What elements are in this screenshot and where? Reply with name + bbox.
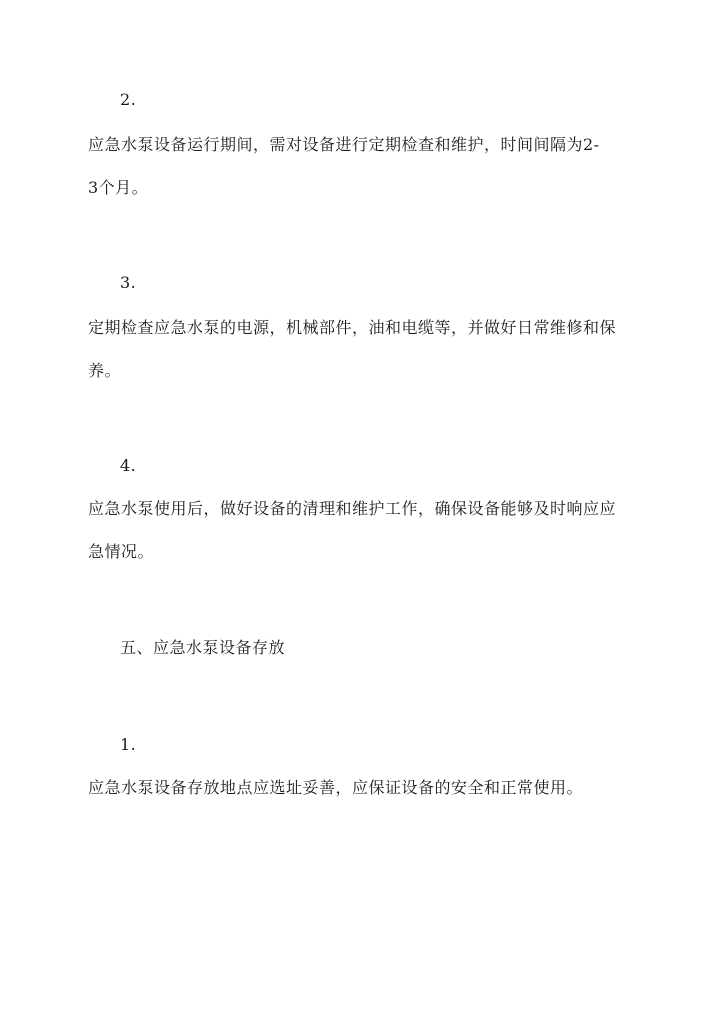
paragraph-line: 应急水泵设备运行期间，需对设备进行定期检查和维护，时间间隔为2- [88,135,600,154]
item-number: 1. [120,735,137,754]
paragraph-line: 应急水泵使用后，做好设备的清理和维护工作，确保设备能够及时响应应 [88,499,617,518]
paragraph-line: 急情况。 [88,542,155,561]
paragraph-line: 养。 [88,361,122,380]
paragraph-line: 定期检查应急水泵的电源，机械部件，油和电缆等，并做好日常维修和保 [88,318,617,337]
item-number: 2. [120,90,137,109]
section-heading: 五、应急水泵设备存放 [120,638,286,657]
item-number: 4. [120,456,137,475]
paragraph-line: 应急水泵设备存放地点应选址妥善，应保证设备的安全和正常使用。 [88,778,584,797]
item-number: 3. [120,273,137,292]
paragraph-line: 3个月。 [88,178,149,197]
